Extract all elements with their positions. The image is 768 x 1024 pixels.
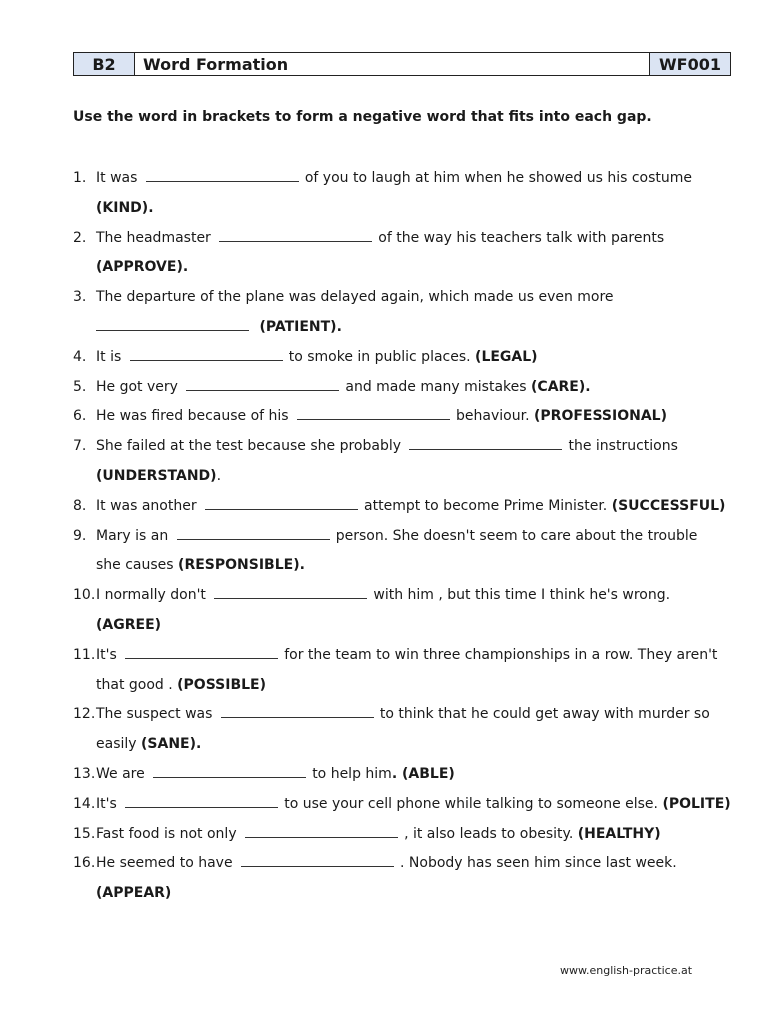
text-before-gap: It was another [96,497,197,514]
exercise-item [73,641,738,701]
text-before-gap: It's [96,646,117,663]
text-after-gap: of the way his teachers talk with parents [378,229,665,246]
key-word: (KIND). [96,199,154,216]
exercise-item [73,820,738,850]
answer-gap [409,436,562,450]
text-before-gap: The departure of the plane was delayed again, which made us even more [96,289,614,306]
text-after-gap: person. She doesn't seem to care about the trouble [335,527,698,544]
key-word: (HEALTHY) [577,825,661,842]
item-text [96,283,738,343]
key-word: (PROFESSIONAL) [534,408,667,425]
text-before-gap: It is [96,348,122,365]
key-suffix: . [216,467,222,484]
exercise-item [73,164,738,224]
text-before-gap: It was [96,170,138,186]
item-number: 9. [73,527,87,544]
worksheet-header [73,52,731,76]
exercise-item [73,492,738,522]
key-word: (LEGAL) [475,348,538,365]
exercise-item [73,432,738,492]
text-after-gap: . Nobody has seen him since last week. [400,855,677,872]
key-word: (PATIENT). [259,318,342,335]
text-after-gap: of you to laugh at him when he showed us his costume [304,170,693,186]
item-text [96,492,738,522]
item-number: 12. [73,706,96,723]
answer-gap [146,168,299,182]
exercise-item [73,700,738,760]
item-number: 16. [73,855,96,872]
item-text [96,343,738,373]
answer-gap [186,377,339,391]
worksheet-title: Word Formation [135,53,650,75]
item-text [96,641,738,701]
answer-gap [96,317,249,331]
exercise-list [73,164,738,909]
line2-text: she causes [96,557,174,574]
item-text [96,224,738,284]
key-word: (SANE). [141,736,202,753]
item-number: 14. [73,795,96,812]
exercise-item [73,343,738,373]
item-number: 8. [73,497,87,514]
level-cell: B2 [74,53,135,75]
text-before-gap: The headmaster [96,229,211,246]
text-after-gap: , it also leads to obesity. [404,825,574,842]
text-after-gap: to use your cell phone while talking to someone else. [284,795,658,812]
text-after-gap: for the team to win three championships in a row. They aren't [284,646,718,663]
key-word: (CARE). [531,378,591,395]
text-before-gap: Mary is an [96,527,169,544]
item-number: 13. [73,765,96,782]
exercise-item [73,849,738,909]
item-number: 4. [73,348,87,365]
answer-gap [219,228,372,242]
item-text [96,581,738,641]
text-before-gap: It's [96,795,117,812]
item-number: 3. [73,289,87,306]
text-before-gap: She failed at the test because she probably [96,438,402,455]
text-after-gap: to smoke in public places. [288,348,471,365]
text-after-gap: to help him [312,765,392,782]
exercise-item [73,522,738,582]
answer-gap [221,704,374,718]
item-text [96,820,738,850]
key-word: (POLITE) [662,795,731,812]
item-text [96,790,738,820]
key-word: (RESPONSIBLE). [178,557,305,574]
text-after-gap: with him , but this time I think he's wrong. [373,587,671,604]
item-text [96,432,738,492]
text-after-gap: attempt to become Prime Minister. [364,497,608,514]
answer-gap [214,585,367,599]
text-before-gap: He seemed to have [96,855,233,872]
item-text [96,164,738,224]
text-after-gap: to think that he could get away with murder so [379,706,710,723]
item-number: 5. [73,378,87,395]
text-after-gap: the instructions [568,438,678,455]
exercise-item [73,790,738,820]
key-word: . (ABLE) [391,765,455,782]
worksheet-code: WF001 [650,53,730,75]
line2-text: easily [96,736,137,753]
item-number: 15. [73,825,96,842]
text-before-gap: I normally don't [96,587,206,604]
answer-gap [153,764,306,778]
answer-gap [205,496,358,510]
item-text [96,402,738,432]
answer-gap [245,824,398,838]
text-before-gap: The suspect was [96,706,213,723]
key-word: (APPEAR) [96,885,172,902]
exercise-item [73,581,738,641]
answer-gap [125,645,278,659]
exercise-item [73,402,738,432]
key-word: (APPROVE). [96,259,189,276]
footer-url: www.english-practice.at [560,964,693,977]
text-after-gap: and made many mistakes [345,378,527,395]
key-word: (UNDERSTAND) [96,467,217,484]
item-text [96,373,738,403]
exercise-item [73,283,738,343]
answer-gap [130,347,283,361]
item-number: 11. [73,646,96,663]
item-number: 6. [73,408,87,425]
text-after-gap: behaviour. [456,408,530,425]
item-number: 7. [73,438,87,455]
exercise-item [73,760,738,790]
item-text [96,700,738,760]
instructions: Use the word in brackets to form a negative word that fits into each gap. [73,109,652,125]
key-word: (SUCCESSFUL) [611,497,726,514]
text-before-gap: He got very [96,378,178,395]
answer-gap [297,406,450,420]
exercise-item [73,224,738,284]
key-word: (POSSIBLE) [177,676,267,693]
item-number: 10. [73,587,96,604]
text-before-gap: Fast food is not only [96,825,237,842]
item-text [96,849,738,909]
text-before-gap: We are [96,765,145,782]
item-text [96,522,738,582]
exercise-item [73,373,738,403]
item-number: 1. [73,170,87,186]
key-word: (AGREE) [96,616,162,633]
answer-gap [241,853,394,867]
answer-gap [177,526,330,540]
item-text [96,760,738,790]
item-number: 2. [73,229,87,246]
text-before-gap: He was fired because of his [96,408,289,425]
line2-text: that good . [96,676,173,693]
answer-gap [125,794,278,808]
